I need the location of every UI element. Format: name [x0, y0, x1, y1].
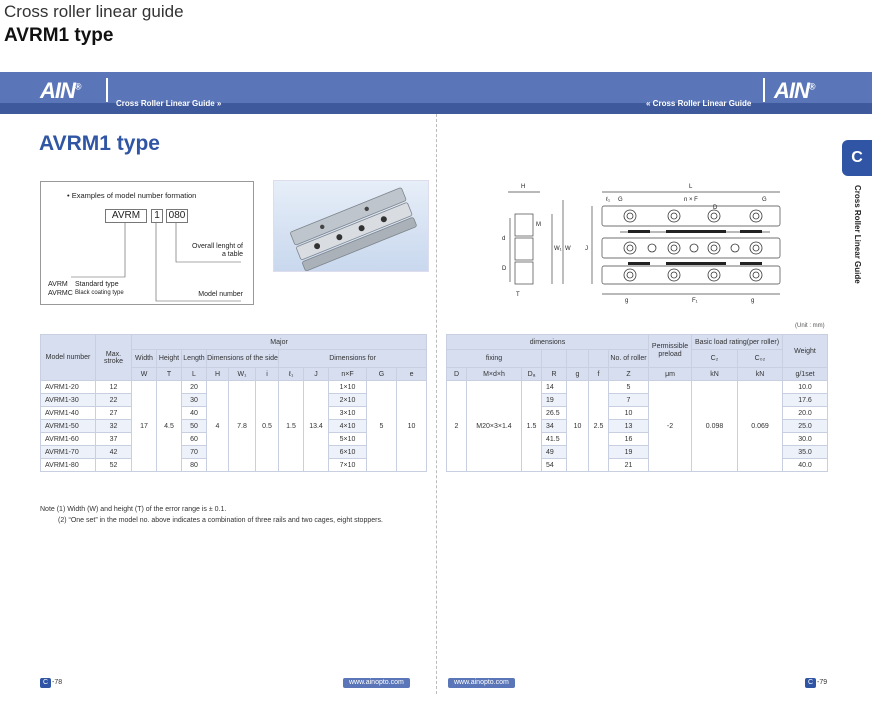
table-row: 26.5 10 20.0: [447, 407, 828, 420]
th-t: T: [157, 368, 182, 381]
table-row: 41.5 16 30.0: [447, 433, 828, 446]
table-row: 2 M20×3×1.4 1.5 14 10 2.5 5 -2 0.098 0.069 10.0: [447, 381, 828, 394]
side-label: Cross Roller Linear Guide: [853, 185, 862, 284]
code-size: 1: [151, 209, 163, 223]
drawing-label-g2: G: [762, 197, 767, 203]
th-basic-load: Basic load rating(per roller): [692, 335, 783, 350]
th-dimensions: dimensions: [447, 335, 649, 350]
th-j: J: [304, 368, 329, 381]
th-unit-um: μm: [649, 368, 692, 381]
drawing-label-w1: W₁: [554, 246, 562, 252]
header-separator: [763, 78, 765, 102]
th-max-stroke: Max. stroke: [96, 335, 132, 381]
th-l: L: [182, 368, 207, 381]
unit-note: (Unit : mm): [795, 323, 825, 329]
spec-table-right: [446, 334, 828, 472]
header-separator: [106, 78, 108, 102]
drawing-label-d: d: [502, 236, 506, 242]
code-series: AVRM: [105, 209, 147, 223]
th-mxdxh: M×d×h: [467, 368, 522, 381]
avrmc-code: AVRMC: [48, 290, 73, 297]
overall-length-label-2: a table: [221, 251, 243, 258]
footer-page-number: -79: [817, 679, 828, 686]
table-row: AVRM1-60 37 60 5×10: [41, 433, 427, 446]
note-2: (2) “One set” in the model no. above indicates a combination of three rails and two cages, eight stoppers.: [58, 517, 383, 524]
technical-drawing: [480, 178, 790, 306]
table-row: 19 7 17.6: [447, 394, 828, 407]
th-height: Height: [157, 350, 182, 368]
th-nxf: n×F: [329, 368, 367, 381]
drawing-label-nxf: n × F: [684, 197, 698, 203]
model-number-label: Model number: [198, 291, 243, 298]
table-row: 34 13 25.0: [447, 420, 828, 433]
footer-url-link[interactable]: www.ainopto.com: [343, 678, 410, 688]
th-c2: C₂: [692, 350, 738, 368]
th-l1: ℓ₁: [279, 368, 304, 381]
drawing-label-l1: ℓ₁: [606, 197, 610, 203]
product-photo: [273, 180, 429, 272]
avrm-desc: Standard type: [75, 281, 119, 288]
th-weight: Weight: [783, 335, 828, 368]
th-da: Dₐ: [522, 368, 542, 381]
th-fixing: fixing: [447, 350, 542, 368]
header-label: Cross Roller Linear Guide »: [116, 99, 222, 108]
table-row: AVRM1-40 27 40 3×10: [41, 407, 427, 420]
table-notes: [40, 504, 383, 526]
table-row: AVRM1-20 12 17 4.5 20 4 7.8 0.5 1.5 13.4 1×10 5 10: [41, 381, 427, 394]
page-divider: [436, 114, 437, 694]
code-length: 080: [166, 209, 188, 223]
th-f: f: [589, 368, 609, 381]
th-g1set: g/1set: [783, 368, 828, 381]
th-z: Z: [609, 368, 649, 381]
drawing-label-gsmall2: g: [751, 298, 755, 304]
example-title: • Examples of model number formation: [67, 191, 197, 200]
drawing-label-h: H: [521, 184, 526, 190]
header-bar-right: [436, 72, 872, 114]
drawing-label-t: T: [516, 292, 520, 298]
th-h: H: [207, 368, 229, 381]
th-r: R: [542, 368, 567, 381]
drawing-label-j: J: [585, 246, 588, 252]
th-major: Major: [132, 335, 427, 350]
table-row: 54 21 40.0: [447, 459, 828, 472]
header-bar-left: [0, 72, 436, 114]
ain-logo: AIN®: [774, 78, 815, 103]
footer-section-badge: C: [40, 678, 51, 688]
th-d: D: [447, 368, 467, 381]
th-model: Model number: [41, 335, 96, 381]
th-permissible-preload: Permissible preload: [649, 335, 692, 368]
document-title: Cross roller linear guide: [4, 2, 184, 21]
drawing-label-g: G: [618, 197, 623, 203]
header-label: « Cross Roller Linear Guide: [646, 99, 752, 108]
drawing-label-m: M: [536, 222, 541, 228]
spec-table-left: [40, 334, 427, 472]
page-heading: AVRM1 type: [39, 132, 160, 155]
th-g: G: [367, 368, 397, 381]
avrm-code: AVRM: [48, 281, 68, 288]
table-row: AVRM1-70 42 70 6×10: [41, 446, 427, 459]
note-1: Note (1) Width (W) and height (T) of the error range is ± 0.1.: [40, 506, 227, 513]
overall-length-label: Overall lenght of: [192, 243, 243, 250]
th-e: e: [397, 368, 427, 381]
footer-url-link[interactable]: www.ainopto.com: [448, 678, 515, 688]
th-w: W: [132, 368, 157, 381]
guide-illustration: [274, 181, 428, 271]
table-row: AVRM1-80 52 80 7×10: [41, 459, 427, 472]
th-w1: W₁: [229, 368, 256, 381]
table-row: 49 19 35.0: [447, 446, 828, 459]
table-row: AVRM1-50 32 50 4×10: [41, 420, 427, 433]
th-c02: C₀₂: [738, 350, 783, 368]
th-unit-kn2: kN: [738, 368, 783, 381]
table-row: AVRM1-30 22 30 2×10: [41, 394, 427, 407]
ain-logo: AIN®: [40, 78, 81, 103]
document-subtitle: AVRM1 type: [4, 25, 114, 46]
th-gg: g: [567, 368, 589, 381]
th-i: i: [256, 368, 279, 381]
footer-section-badge: C: [805, 678, 816, 688]
th-dim-side: Dimensions of the side: [207, 350, 279, 368]
th-no-roller: No. of roller: [609, 350, 649, 368]
footer-page-number: -78: [52, 679, 63, 686]
drawing-label-gsmall: g: [625, 298, 629, 304]
model-number-example-box: [40, 181, 254, 305]
th-length: Length: [182, 350, 207, 368]
drawing-label-w: W: [565, 246, 571, 252]
section-tab[interactable]: C: [842, 140, 872, 176]
drawing-label-l: L: [689, 184, 693, 190]
th-unit-kn: kN: [692, 368, 738, 381]
th-width: Width: [132, 350, 157, 368]
drawing-label-d3: D: [713, 205, 718, 211]
avrmc-desc: Black coating type: [75, 290, 124, 296]
drawing-label-f1: F₁: [692, 298, 698, 304]
th-dim-for: Dimensions for: [279, 350, 427, 368]
drawing-label-d2: D: [502, 266, 507, 272]
